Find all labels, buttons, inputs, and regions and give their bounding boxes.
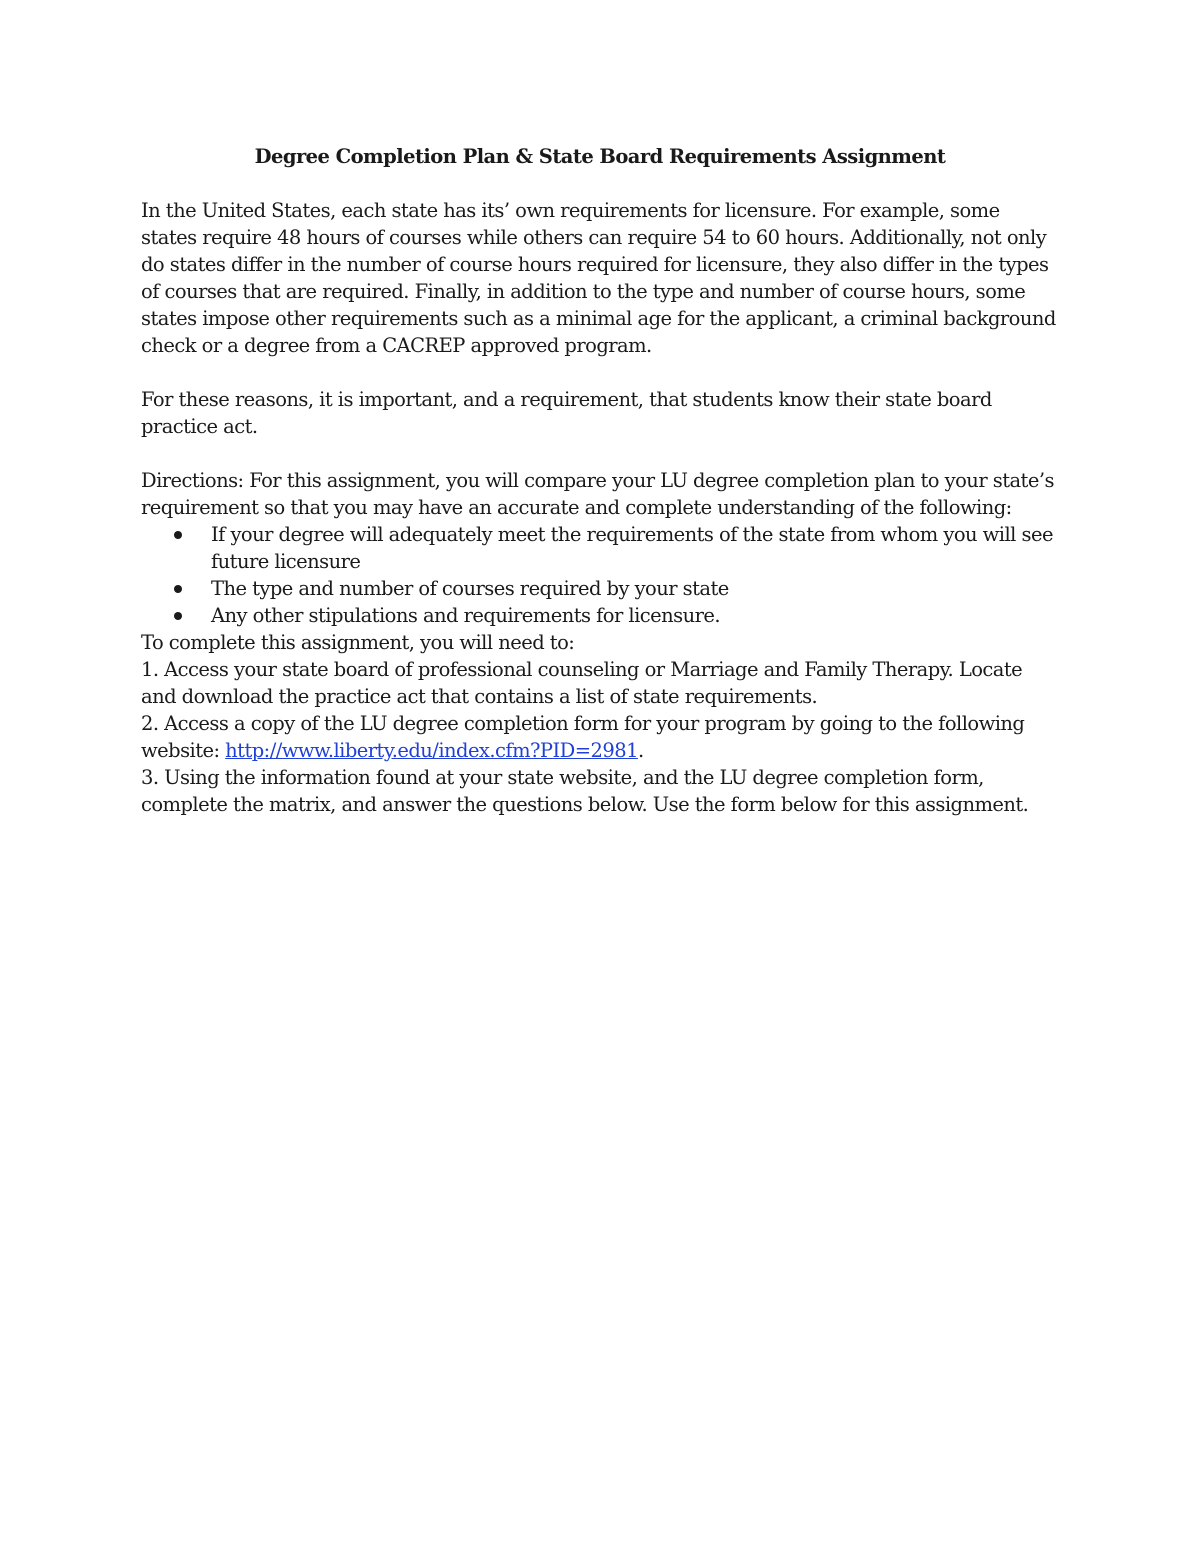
document-body — [141, 143, 1059, 818]
bullet-item — [211, 575, 1059, 602]
step-2-text: 2. Access a copy of the LU degree completion form for your program by going to the following website: — [141, 712, 1025, 762]
bullet-text: Any other stipulations and requirements for licensure. — [211, 604, 721, 627]
steps-intro: To complete this assignment, you will need to: — [141, 631, 575, 654]
spacer — [141, 359, 1059, 386]
reasons-paragraph: For these reasons, it is important, and a requirement, that students know their state board practice act. — [141, 388, 992, 438]
bullet-item — [211, 602, 1059, 629]
step-2 — [141, 710, 1059, 764]
bullet-icon — [174, 585, 182, 593]
bullet-icon — [174, 531, 182, 539]
step-2-period: . — [637, 739, 644, 762]
spacer — [141, 440, 1059, 467]
step-3: 3. Using the information found at your state website, and the LU degree completion form, complete the matrix, and answer the questions below. Use the form below for this assignment. — [141, 766, 1029, 816]
intro-paragraph: In the United States, each state has its’ own requirements for licensure. For example, some states require 48 hours of courses while others can require 54 to 60 hours. Additionally, not only do states differ in the number of course hours required for licensure, they also differ in the types of courses that are required. Finally, in addition to the type and number of course hours, some states impose other requirements such as a minimal age for the applicant, a criminal background check or a degree from a CACREP approved program. — [141, 199, 1056, 357]
bullet-text: The type and number of courses required by your state — [211, 577, 729, 600]
document-title: Degree Completion Plan & State Board Requirements Assignment — [254, 145, 946, 168]
bullet-text: If your degree will adequately meet the requirements of the state from whom you will see future licensure — [211, 523, 1053, 573]
requirements-bullet-list — [141, 521, 1059, 629]
directions-paragraph: Directions: For this assignment, you will compare your LU degree completion plan to your state’s requirement so that you may have an accurate and complete understanding of the following: — [141, 469, 1054, 519]
degree-form-link[interactable]: http://www.liberty.edu/index.cfm?PID=2981 — [225, 739, 638, 762]
bullet-icon — [174, 612, 182, 620]
bullet-item — [211, 521, 1059, 575]
step-1: 1. Access your state board of professional counseling or Marriage and Family Therapy. Locate and download the practice act that contains a list of state requirements. — [141, 658, 1023, 708]
